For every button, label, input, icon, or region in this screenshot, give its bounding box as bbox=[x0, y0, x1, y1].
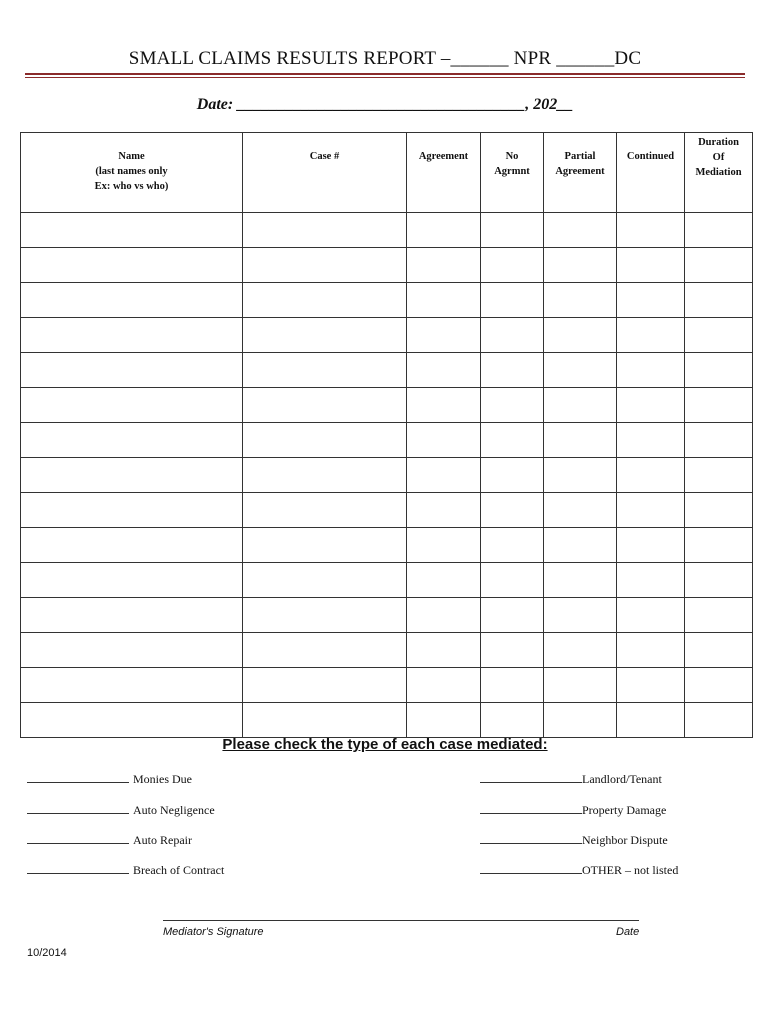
table-cell[interactable] bbox=[481, 493, 544, 528]
table-cell[interactable] bbox=[481, 633, 544, 668]
table-cell[interactable] bbox=[243, 703, 407, 738]
table-cell[interactable] bbox=[617, 388, 685, 423]
table-cell[interactable] bbox=[685, 388, 753, 423]
table-row bbox=[21, 458, 753, 493]
table-cell[interactable] bbox=[407, 458, 481, 493]
case-type-left-4[interactable] bbox=[27, 863, 224, 878]
table-cell[interactable] bbox=[481, 388, 544, 423]
case-type-label: Auto Repair bbox=[133, 833, 192, 847]
table-cell[interactable] bbox=[685, 668, 753, 703]
table-cell[interactable] bbox=[685, 318, 753, 353]
col-duration-line-2: Of bbox=[712, 152, 725, 163]
table-row bbox=[21, 353, 753, 388]
table-cell[interactable] bbox=[481, 458, 544, 493]
table-cell[interactable] bbox=[407, 283, 481, 318]
results-body bbox=[21, 213, 753, 738]
table-cell[interactable] bbox=[617, 318, 685, 353]
table-cell[interactable] bbox=[481, 318, 544, 353]
table-cell[interactable] bbox=[21, 458, 243, 493]
checkbox-line[interactable] bbox=[27, 772, 129, 783]
table-cell[interactable] bbox=[407, 633, 481, 668]
table-cell[interactable] bbox=[407, 668, 481, 703]
date-line[interactable]: Date: ____________________________________, 202__ bbox=[196, 96, 574, 113]
table-cell[interactable] bbox=[243, 528, 407, 563]
table-cell[interactable] bbox=[407, 703, 481, 738]
table-cell[interactable] bbox=[481, 283, 544, 318]
table-cell[interactable] bbox=[481, 528, 544, 563]
table-cell[interactable] bbox=[243, 283, 407, 318]
table-cell[interactable] bbox=[21, 633, 243, 668]
table-cell[interactable] bbox=[685, 248, 753, 283]
col-case-line-1: Case # bbox=[309, 151, 340, 162]
table-cell[interactable] bbox=[617, 283, 685, 318]
header-row bbox=[21, 133, 753, 213]
table-cell[interactable] bbox=[685, 283, 753, 318]
table-cell[interactable] bbox=[544, 423, 617, 458]
table-cell[interactable] bbox=[21, 563, 243, 598]
table-cell[interactable] bbox=[407, 388, 481, 423]
table-cell[interactable] bbox=[407, 248, 481, 283]
table-cell[interactable] bbox=[481, 213, 544, 248]
table-cell[interactable] bbox=[407, 493, 481, 528]
table-row bbox=[21, 213, 753, 248]
case-type-left-3[interactable] bbox=[27, 833, 192, 848]
table-row bbox=[21, 598, 753, 633]
table-cell[interactable] bbox=[685, 458, 753, 493]
table-cell[interactable] bbox=[407, 563, 481, 598]
table-cell[interactable] bbox=[21, 598, 243, 633]
table-cell[interactable] bbox=[617, 213, 685, 248]
col-duration-header bbox=[685, 133, 753, 213]
table-cell[interactable] bbox=[21, 493, 243, 528]
table-cell[interactable] bbox=[617, 493, 685, 528]
checkbox-line[interactable] bbox=[480, 833, 582, 844]
case-type-left-2[interactable] bbox=[27, 803, 215, 818]
table-cell[interactable] bbox=[617, 458, 685, 493]
case-type-label: Breach of Contract bbox=[133, 863, 225, 877]
page-title: SMALL CLAIMS RESULTS REPORT –______ NPR ______DC bbox=[128, 48, 642, 69]
col-name-line-2: (last names only bbox=[95, 166, 168, 177]
table-cell[interactable] bbox=[21, 388, 243, 423]
case-type-label: Landlord/Tenant bbox=[582, 772, 662, 786]
case-type-right-4[interactable] bbox=[480, 863, 678, 878]
table-row bbox=[21, 633, 753, 668]
table-cell[interactable] bbox=[481, 703, 544, 738]
table-cell[interactable] bbox=[243, 353, 407, 388]
col-continued-line-1: Continued bbox=[626, 151, 675, 162]
table-cell[interactable] bbox=[481, 668, 544, 703]
table-cell[interactable] bbox=[243, 563, 407, 598]
results-table bbox=[20, 132, 753, 738]
case-type-label: Neighbor Dispute bbox=[582, 833, 668, 847]
table-cell[interactable] bbox=[21, 703, 243, 738]
revision-date: 10/2014 bbox=[27, 947, 67, 959]
table-cell[interactable] bbox=[481, 248, 544, 283]
table-cell[interactable] bbox=[544, 458, 617, 493]
table-cell[interactable] bbox=[544, 668, 617, 703]
table-cell[interactable] bbox=[685, 528, 753, 563]
table-cell[interactable] bbox=[243, 668, 407, 703]
table-cell[interactable] bbox=[617, 633, 685, 668]
checkbox-line[interactable] bbox=[27, 803, 129, 814]
checkbox-line[interactable] bbox=[27, 833, 129, 844]
col-no-agreement-header bbox=[481, 133, 544, 213]
table-cell[interactable] bbox=[617, 528, 685, 563]
table-cell[interactable] bbox=[685, 563, 753, 598]
table-cell[interactable] bbox=[544, 493, 617, 528]
table-cell[interactable] bbox=[617, 423, 685, 458]
table-cell[interactable] bbox=[243, 458, 407, 493]
table-cell[interactable] bbox=[544, 248, 617, 283]
table-cell[interactable] bbox=[617, 563, 685, 598]
table-cell[interactable] bbox=[685, 703, 753, 738]
table-row bbox=[21, 283, 753, 318]
table-cell[interactable] bbox=[544, 318, 617, 353]
table-cell[interactable] bbox=[481, 598, 544, 633]
table-cell[interactable] bbox=[617, 248, 685, 283]
table-cell[interactable] bbox=[544, 528, 617, 563]
col-continued-header bbox=[617, 133, 685, 213]
check-heading: Please check the type of each case mediated: bbox=[222, 736, 548, 753]
table-cell[interactable] bbox=[21, 423, 243, 458]
table-row bbox=[21, 563, 753, 598]
table-cell[interactable] bbox=[243, 248, 407, 283]
col-case-header bbox=[243, 133, 407, 213]
table-cell[interactable] bbox=[243, 493, 407, 528]
table-cell[interactable] bbox=[21, 528, 243, 563]
title-rule bbox=[25, 73, 745, 78]
table-row bbox=[21, 318, 753, 353]
signature-line[interactable] bbox=[163, 920, 639, 921]
table-cell[interactable] bbox=[617, 703, 685, 738]
checkbox-line[interactable] bbox=[480, 863, 582, 874]
checkbox-line[interactable] bbox=[480, 772, 582, 783]
table-cell[interactable] bbox=[21, 668, 243, 703]
table-cell[interactable] bbox=[407, 213, 481, 248]
signature-date-label: Date bbox=[616, 926, 640, 938]
case-type-label: OTHER – not listed bbox=[582, 863, 679, 877]
table-row bbox=[21, 388, 753, 423]
table-row bbox=[21, 528, 753, 563]
table-cell[interactable] bbox=[685, 493, 753, 528]
case-type-label: Monies Due bbox=[133, 772, 192, 786]
table-cell[interactable] bbox=[544, 353, 617, 388]
table-cell[interactable] bbox=[407, 318, 481, 353]
table-cell[interactable] bbox=[544, 633, 617, 668]
table-cell[interactable] bbox=[685, 213, 753, 248]
table-cell[interactable] bbox=[21, 213, 243, 248]
col-name-header bbox=[21, 133, 243, 213]
col-agreement-header bbox=[407, 133, 481, 213]
col-duration-line-3: Mediation bbox=[695, 167, 742, 178]
table-row bbox=[21, 493, 753, 528]
col-no-agreement-line-2: Agrmnt bbox=[494, 166, 530, 177]
table-row bbox=[21, 423, 753, 458]
table-cell[interactable] bbox=[407, 423, 481, 458]
table-cell[interactable] bbox=[407, 598, 481, 633]
col-duration-line-1: Duration bbox=[698, 137, 739, 148]
table-cell[interactable] bbox=[21, 353, 243, 388]
table-cell[interactable] bbox=[407, 353, 481, 388]
table-cell[interactable] bbox=[544, 388, 617, 423]
table-cell[interactable] bbox=[544, 703, 617, 738]
table-cell[interactable] bbox=[21, 318, 243, 353]
table-cell[interactable] bbox=[21, 283, 243, 318]
checkbox-line[interactable] bbox=[480, 803, 582, 814]
col-name-line-1: Name bbox=[118, 151, 145, 162]
table-cell[interactable] bbox=[481, 353, 544, 388]
col-partial-header bbox=[544, 133, 617, 213]
table-cell[interactable] bbox=[243, 633, 407, 668]
col-no-agreement-line-1: No bbox=[505, 151, 519, 162]
table-cell[interactable] bbox=[544, 213, 617, 248]
table-cell[interactable] bbox=[544, 283, 617, 318]
table-cell[interactable] bbox=[21, 248, 243, 283]
table-cell[interactable] bbox=[243, 318, 407, 353]
case-type-left-1[interactable] bbox=[27, 772, 192, 787]
case-type-label: Auto Negligence bbox=[133, 803, 215, 817]
col-name-line-3: Ex: who vs who) bbox=[94, 181, 169, 192]
table-cell[interactable] bbox=[617, 668, 685, 703]
table-row bbox=[21, 248, 753, 283]
table-cell[interactable] bbox=[481, 423, 544, 458]
table-row bbox=[21, 703, 753, 738]
table-cell[interactable] bbox=[685, 423, 753, 458]
case-type-right-3[interactable] bbox=[480, 833, 668, 848]
table-cell[interactable] bbox=[685, 353, 753, 388]
case-type-label: Property Damage bbox=[582, 803, 667, 817]
signature-label: Mediator's Signature bbox=[163, 926, 264, 938]
case-type-right-2[interactable] bbox=[480, 803, 666, 818]
table-cell[interactable] bbox=[243, 423, 407, 458]
table-cell[interactable] bbox=[617, 353, 685, 388]
table-cell[interactable] bbox=[243, 213, 407, 248]
table-cell[interactable] bbox=[544, 563, 617, 598]
table-cell[interactable] bbox=[407, 528, 481, 563]
checkbox-line[interactable] bbox=[27, 863, 129, 874]
table-cell[interactable] bbox=[685, 598, 753, 633]
table-cell[interactable] bbox=[685, 633, 753, 668]
table-cell[interactable] bbox=[617, 598, 685, 633]
table-cell[interactable] bbox=[243, 598, 407, 633]
col-partial-line-1: Partial bbox=[564, 151, 596, 162]
col-agreement-line-1: Agreement bbox=[418, 151, 469, 162]
table-row bbox=[21, 668, 753, 703]
col-partial-line-2: Agreement bbox=[555, 166, 605, 177]
case-type-right-1[interactable] bbox=[480, 772, 662, 787]
table-cell[interactable] bbox=[243, 388, 407, 423]
table-cell[interactable] bbox=[544, 598, 617, 633]
table-cell[interactable] bbox=[481, 563, 544, 598]
